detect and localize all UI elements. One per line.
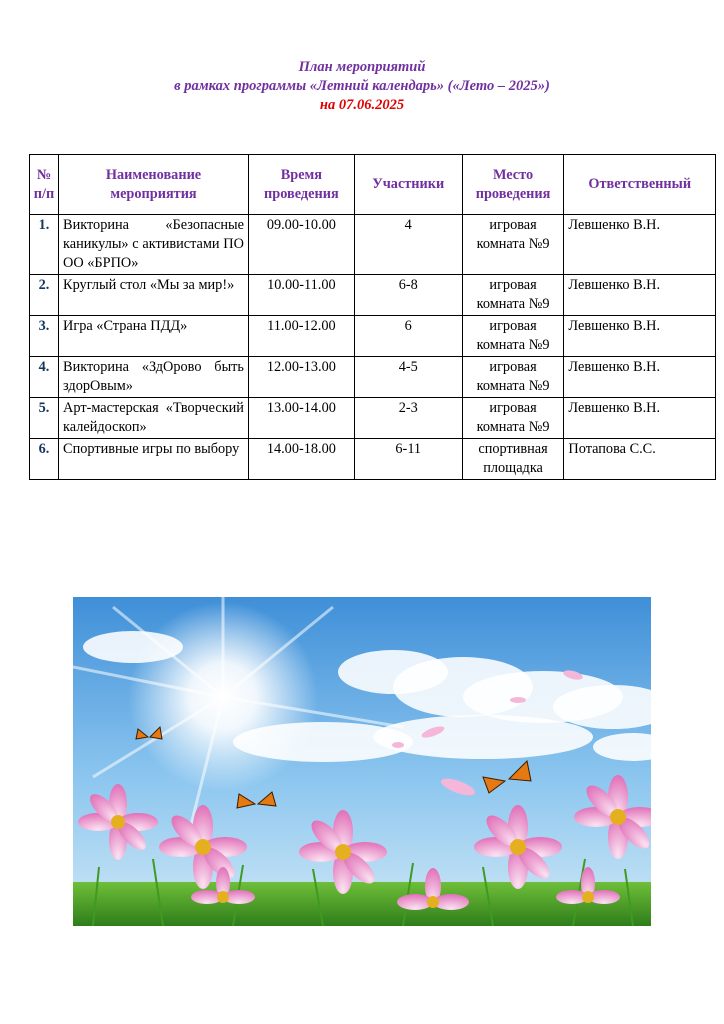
row-number: 1. xyxy=(30,215,59,275)
event-name: Игра «Страна ПДД» xyxy=(59,316,249,357)
event-place: игровая комната №9 xyxy=(462,357,564,398)
table-header-row xyxy=(30,155,716,215)
event-participants: 4-5 xyxy=(354,357,462,398)
table-row xyxy=(30,439,716,480)
column-header-place: Место проведения xyxy=(462,155,564,215)
event-time: 11.00-12.00 xyxy=(248,316,354,357)
event-place: игровая комната №9 xyxy=(462,398,564,439)
row-number: 4. xyxy=(30,357,59,398)
event-name: Арт-мастерская «Творческий калейдоскоп» xyxy=(59,398,249,439)
program-subtitle: в рамках программы «Летний календарь» («Лето – 2025») xyxy=(174,78,550,94)
event-participants: 6-11 xyxy=(354,439,462,480)
sun xyxy=(128,602,318,792)
event-place: спортивная площадка xyxy=(462,439,564,480)
event-time: 14.00-18.00 xyxy=(248,439,354,480)
table-row xyxy=(30,398,716,439)
table-row xyxy=(30,316,716,357)
column-header-time: Время проведения xyxy=(248,155,354,215)
document-title: План мероприятий xyxy=(298,59,426,75)
row-number: 2. xyxy=(30,275,59,316)
event-time: 10.00-11.00 xyxy=(248,275,354,316)
row-number: 6. xyxy=(30,439,59,480)
event-responsible: Левшенко В.Н. xyxy=(564,215,716,275)
table-row xyxy=(30,357,716,398)
column-header-responsible: Ответственный xyxy=(564,155,716,215)
event-responsible: Левшенко В.Н. xyxy=(564,357,716,398)
row-number: 5. xyxy=(30,398,59,439)
event-responsible: Левшенко В.Н. xyxy=(564,398,716,439)
event-responsible: Левшенко В.Н. xyxy=(564,316,716,357)
event-time: 12.00-13.00 xyxy=(248,357,354,398)
table-row xyxy=(30,275,716,316)
event-participants: 4 xyxy=(354,215,462,275)
event-name: Круглый стол «Мы за мир!» xyxy=(59,275,249,316)
event-name: Викторина «Безопасные каникулы» с активистами ПО ОО «БРПО» xyxy=(59,215,249,275)
event-name: Викторина «ЗдОрово быть здорОвым» xyxy=(59,357,249,398)
event-participants: 2-3 xyxy=(354,398,462,439)
event-place: игровая комната №9 xyxy=(462,215,564,275)
event-place: игровая комната №9 xyxy=(462,275,564,316)
summer-illustration xyxy=(73,597,651,926)
document-header xyxy=(0,58,724,115)
column-header-participants: Участники xyxy=(354,155,462,215)
column-header-name: Наименование мероприятия xyxy=(59,155,249,215)
event-responsible: Потапова С.С. xyxy=(564,439,716,480)
event-time: 09.00-10.00 xyxy=(248,215,354,275)
row-number: 3. xyxy=(30,316,59,357)
column-header-number: № п/п xyxy=(30,155,59,215)
event-responsible: Левшенко В.Н. xyxy=(564,275,716,316)
event-participants: 6-8 xyxy=(354,275,462,316)
document-date: на 07.06.2025 xyxy=(319,97,405,113)
event-place: игровая комната №9 xyxy=(462,316,564,357)
events-table xyxy=(29,154,716,480)
event-participants: 6 xyxy=(354,316,462,357)
event-time: 13.00-14.00 xyxy=(248,398,354,439)
event-name: Спортивные игры по выбору xyxy=(59,439,249,480)
table-row xyxy=(30,215,716,275)
